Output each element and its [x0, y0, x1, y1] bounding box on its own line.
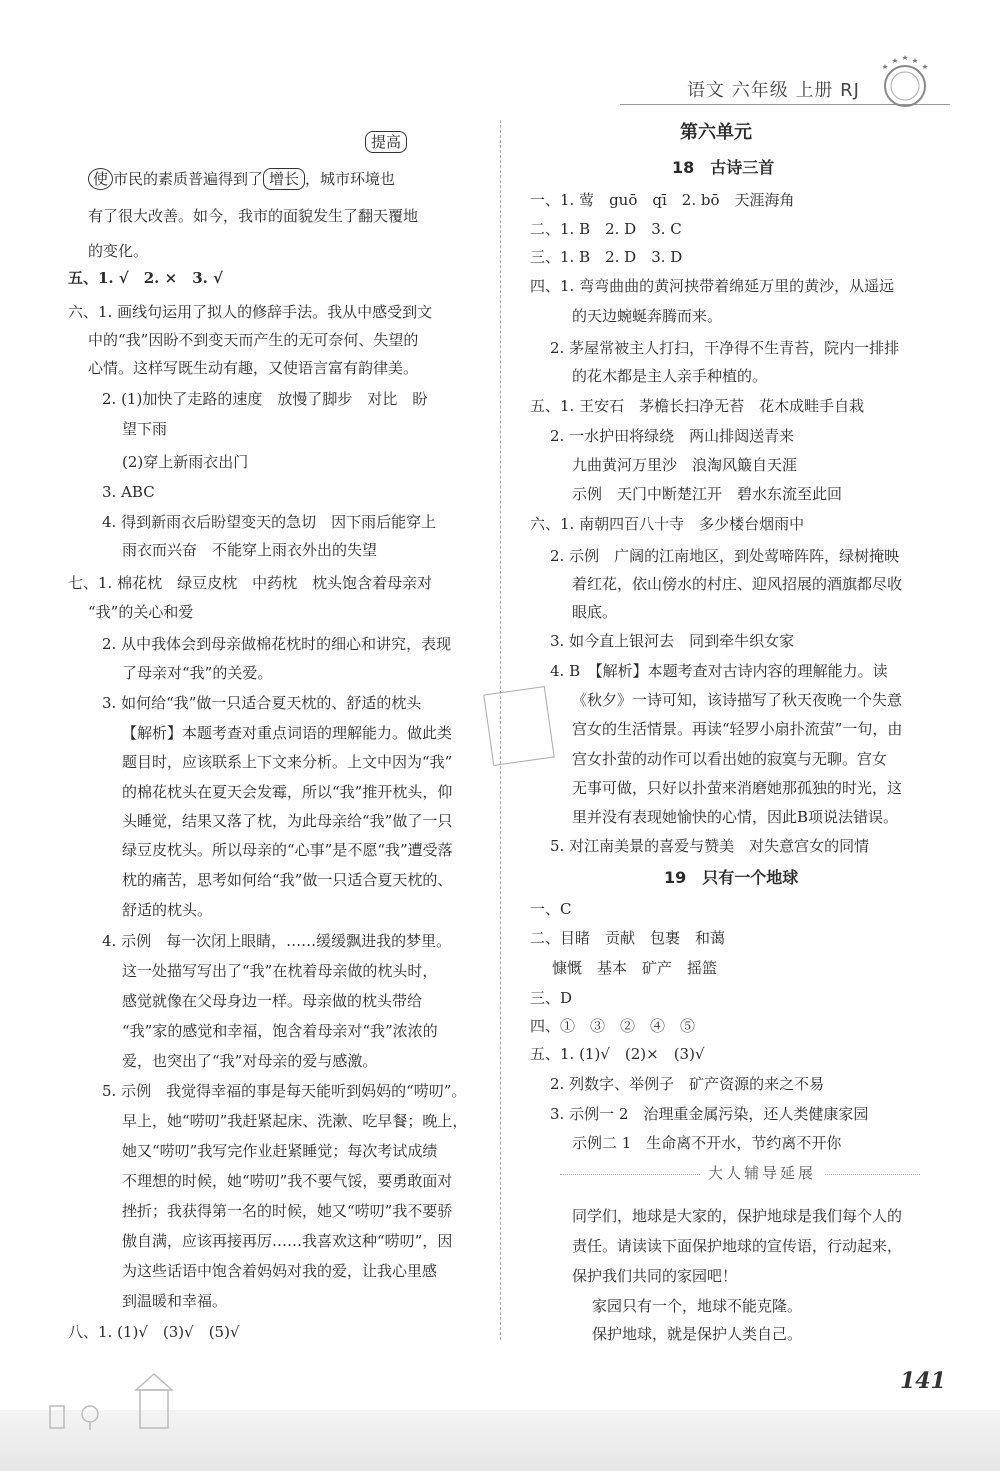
extension-line: 保护地球，就是保护人类自己。 [592, 1325, 803, 1343]
extension-line: 家园只有一个，地球不能克隆。 [592, 1297, 803, 1315]
extension-line: 责任。请读读下面保护地球的宣传语，行动起来， [572, 1237, 903, 1255]
extension-line: 保护我们共同的家园吧！ [572, 1267, 738, 1285]
answer-line: 的棉花枕头在夏天会发霉，所以“我”推开枕头，仰 [122, 783, 453, 801]
extension-line: 同学们，地球是大家的，保护地球是我们每个人的 [572, 1207, 903, 1225]
answer-line: 眼底。 [572, 603, 618, 621]
answer-line: 望下雨 [122, 420, 168, 438]
castle-decoration-icon [40, 1370, 220, 1430]
answer-line [88, 168, 395, 190]
answer-line: 有了很大改善。如今，我市的面貌发生了翻天覆地 [88, 207, 419, 225]
answer-line: 傲自满，应该再接再厉……我喜欢这种“唠叨”，因 [122, 1232, 453, 1250]
answer-line: 感觉就像在父母身边一样。母亲做的枕头带给 [122, 992, 423, 1010]
answer-line: 《秋夕》一诗可知，该诗描写了秋天夜晚一个失意 [572, 691, 903, 709]
answer-line: 二、目睹 贡献 包裹 和蔼 [530, 929, 726, 947]
answer-line: 2. 一水护田将绿绕 两山排闼送青来 [550, 427, 795, 445]
answer-line: 示例二 1 生命离不开水，节约离不开你 [572, 1134, 842, 1152]
answer-line: 五、1. √ 2. × 3. √ [68, 269, 223, 287]
answer-line: 枕的痛苦，思考如何给“我”做一只适合夏天枕的、 [122, 871, 453, 889]
line-text: ，城市环境也 [305, 170, 396, 188]
answer-line: 三、1. B 2. D 3. D [530, 248, 683, 266]
answer-line: 一、1. 莺 guō qī 2. bō 天涯海角 [530, 191, 795, 209]
answer-line: 的天边蜿蜒奔腾而来。 [572, 307, 723, 325]
answer-line: 3. 如何给“我”做一只适合夏天枕的、舒适的枕头 [102, 694, 422, 712]
extension-banner-label: 大人辅导延展 [700, 1162, 824, 1183]
answer-line: 2. 从中我体会到母亲做棉花枕时的细心和讲究，表现 [102, 635, 452, 653]
answer-line: 挫折；我获得第一名的时候，她又“唠叨”我不要骄 [122, 1202, 453, 1220]
answer-line: 不理想的时候，她“唠叨”我不要气馁，要勇敢面对 [122, 1172, 453, 1190]
watermark-stamp [483, 686, 554, 766]
header-title [687, 76, 860, 102]
answer-line: 这一处描写写出了“我”在枕着母亲做的枕头时， [122, 962, 438, 980]
answer-line: 2. 茅屋常被主人打扫，干净得不生青苔，院内一排排 [550, 339, 900, 357]
answer-line: 四、1. 弯弯曲曲的黄河挟带着绵延万里的黄沙，从遥远 [530, 277, 895, 295]
answer-line: 的花木都是主人亲手种植的。 [572, 367, 768, 385]
answer-line: 2. (1)加快了走路的速度 放慢了脚步 对比 盼 [102, 390, 428, 408]
answer-line: 题目时，应该联系上下文来分析。上文中因为“我” [122, 753, 453, 771]
boxed-word: 增长 [263, 168, 305, 190]
answer-line: 她又“唠叨”我写完作业赶紧睡觉；每次考试成绩 [122, 1142, 438, 1160]
answer-line: 宫女扑萤的动作可以看出她的寂寞与无聊。宫女 [572, 750, 888, 768]
answer-line: 四、① ③ ② ④ ⑤ [530, 1017, 696, 1035]
lesson-19-title: 19 只有一个地球 [664, 868, 799, 887]
answer-line: 宫女的生活情景。再读“轻罗小扇扑流萤”一句，由 [572, 720, 903, 738]
unit-title: 第六单元 [680, 122, 752, 143]
annotation-improve [365, 131, 407, 153]
answer-line: 【解析】本题考查对重点词语的理解能力。做此类 [122, 724, 453, 742]
answer-line: 4. B 【解析】本题考查对古诗内容的理解能力。读 [550, 662, 888, 680]
answer-line: 早上，她“唠叨”我赶紧起床、洗漱、吃早餐；晚上， [122, 1112, 468, 1130]
header-edition: RJ [840, 80, 860, 101]
answer-line: 到温暖和幸福。 [122, 1292, 228, 1310]
answer-line: 六、1. 南朝四百八十寺 多少楼台烟雨中 [530, 515, 805, 533]
answer-line: “我”的关心和爱 [88, 603, 194, 621]
answer-line: 4. 得到新雨衣后盼望变天的急切 因下雨后能穿上 [102, 513, 437, 531]
answer-line: 一、C [530, 900, 572, 918]
answer-line: 着红花，依山傍水的村庄、迎风招展的酒旗都尽收 [572, 575, 903, 593]
lesson-18-title: 18 古诗三首 [672, 158, 775, 177]
annotation-box: 提高 [365, 131, 407, 153]
answer-line: 六、1. 画线句运用了拟人的修辞手法。我从中感受到文 [68, 303, 433, 321]
answer-line: 3. 示例一 2 治理重金属污染，还人类健康家园 [550, 1105, 869, 1123]
answer-line: 中的“我”因盼不到变天而产生的无可奈何、失望的 [88, 331, 419, 349]
header-subject: 语文 [686, 80, 725, 101]
answer-line: 里并没有表现她愉快的心情，因此B项说法错误。 [572, 808, 899, 826]
answer-line: 七、1. 棉花枕 绿豆皮枕 中药枕 枕头饱含着母亲对 [68, 574, 433, 592]
answer-line: 为这些话语中饱含着妈妈对我的爱，让我心里感 [122, 1262, 438, 1280]
answer-line: 爱，也突出了“我”对母亲的爱与感激。 [122, 1052, 378, 1070]
line-text: 市民的素质普遍得到了 [113, 170, 264, 188]
answer-line: 五、1. (1)√ (2)× (3)√ [530, 1045, 705, 1063]
answer-line: “我”家的感觉和幸福，饱含着母亲对“我”浓浓的 [122, 1022, 438, 1040]
answer-line: (2)穿上新雨衣出门 [122, 453, 249, 471]
answer-line: 三、D [530, 989, 573, 1007]
header-grade: 六年级 [731, 80, 789, 101]
page-number: 141 [900, 1368, 946, 1394]
answer-line: 头睡觉，结果又落了枕，为此母亲给“我”做了一只 [122, 812, 453, 830]
header-volume: 上册 [795, 80, 834, 101]
answer-line: 3. ABC [102, 483, 155, 501]
answer-line: 3. 如今直上银河去 同到牵牛织女家 [550, 632, 795, 650]
circled-char: 使 [88, 168, 113, 190]
answer-line: 慷慨 基本 矿产 摇篮 [552, 959, 718, 977]
answer-line: 九曲黄河万里沙 浪淘风簸自天涯 [572, 456, 798, 474]
answer-line: 2. 示例 广阔的江南地区，到处莺啼阵阵，绿树掩映 [550, 547, 900, 565]
answer-line: 舒适的枕头。 [122, 901, 213, 919]
answer-line: 心情。这样写既生动有趣，又使语言富有韵律美。 [88, 359, 419, 377]
answer-line: 5. 示例 我觉得幸福的事是每天能听到妈妈的“唠叨”。 [102, 1082, 467, 1100]
answer-line: 示例 天门中断楚江开 碧水东流至此回 [572, 485, 843, 503]
brand-logo-icon [870, 52, 940, 110]
answer-line: 八、1. (1)√ (3)√ (5)√ [68, 1323, 240, 1341]
answer-line: 绿豆皮枕头。所以母亲的“心事”是不愿“我”遭受落 [122, 841, 453, 859]
extension-banner [560, 1162, 920, 1188]
answer-line: 二、1. B 2. D 3. C [530, 220, 682, 238]
answer-line: 的变化。 [88, 242, 149, 260]
answer-line: 五、1. 王安石 茅檐长扫净无苔 花木成畦手自栽 [530, 397, 865, 415]
answer-line: 5. 对江南美景的喜爱与赞美 对失意宫女的同情 [550, 837, 870, 855]
answer-line: 无事可做，只好以扑萤来消磨她那孤独的时光，这 [572, 779, 903, 797]
answer-line: 雨衣而兴奋 不能穿上雨衣外出的失望 [122, 541, 378, 559]
answer-line: 了母亲对“我”的关爱。 [122, 664, 273, 682]
answer-line: 4. 示例 每一次闭上眼睛，……缓缓飘进我的梦里。 [102, 932, 452, 950]
answer-line: 2. 列数字、举例子 矿产资源的来之不易 [550, 1075, 825, 1093]
